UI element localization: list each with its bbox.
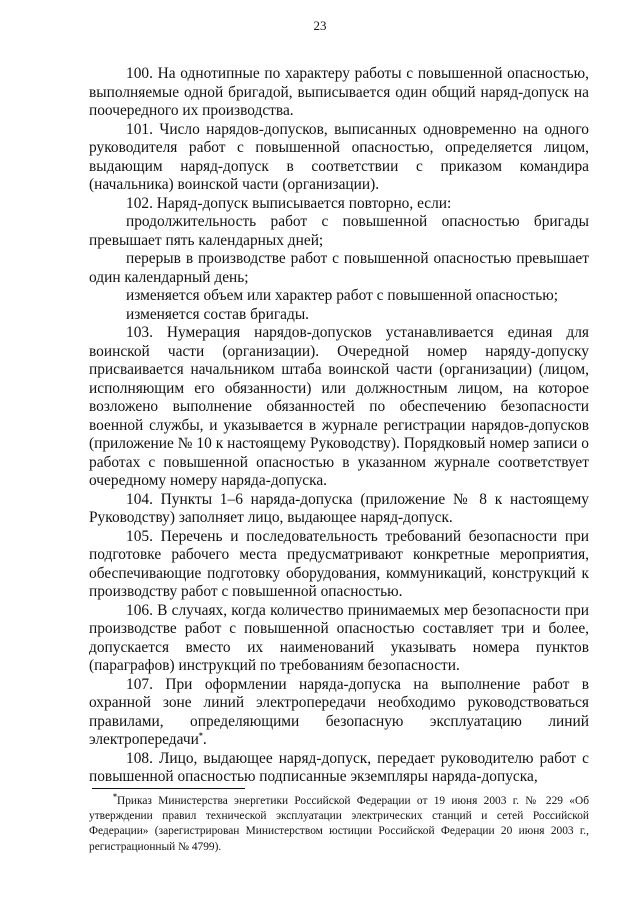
paragraph-103: 103. Нумерация нарядов-допусков устанавливается единая для воинской части (организации). Очередной номер наряду-допуску присваивается начальником штаба воинской части (организации) (лицом, исполняющим его обязанности) или должностным лицом, на которое возложено выполнение обязанностей по обеспечению безопасности военной службы, и указывается в журнале регистрации нарядов-допусков (приложение № 10 к настоящему Руководству). Порядковый номер записи о работах с повышенной опасностью в указанном журнале соответствует очередному номеру наряда-допуска. (89, 324, 589, 489)
paragraph-102-item-1: продолжительность работ с повышенной опасностью бригады превышает пять календарных дней; (89, 213, 589, 249)
page-number: 23 (313, 18, 327, 33)
paragraph-104: 104. Пункты 1–6 наряда-допуска (приложение № 8 к настоящему Руководству) заполняет лицо, выдающее наряд-допуск. (89, 490, 589, 526)
footnote-mark: * (113, 792, 117, 802)
paragraph-105: 105. Перечень и последовательность требований безопасности при подготовке рабочего места предусматривают конкретные мероприятия, обеспечивающие подготовку оборудования, коммуникаций, конструкций к производству работ с повышенной опасностью. (89, 527, 589, 600)
paragraph-107-text: 107. При оформлении наряда-допуска на выполнение работ в охранной зоне линий электропередачи необходимо руководствоваться правилами, определяющими безопасную эксплуатацию линий электропередачи (89, 675, 589, 748)
paragraph-106: 106. В случаях, когда количество принимаемых мер безопасности при производстве работ с повышенной опасностью составляет три и более, допускается вместо их наименований указывать номера пунктов (параграфов) инструкций по требованиям безопасности. (89, 601, 589, 674)
paragraph-102-item-2: перерыв в производстве работ с повышенной опасностью превышает один календарный день; (89, 250, 589, 286)
paragraph-107: 107. При оформлении наряда-допуска на выполнение работ в охранной зоне линий электропередачи необходимо руководствоваться правилами, определяющими безопасную эксплуатацию линий электропередачи*. (89, 675, 589, 748)
footnote-text: Приказ Министерства энергетики Российской Федерации от 19 июня 2003 г. № 229 «Об утверждении правил технической эксплуатации электрических станций и сетей Российской Федерации» (зарегистрирован Министерством юстиции Российской Федерации 20 июня 2003 г., регистрационный № 4799). (89, 795, 589, 853)
paragraph-102-item-3: изменяется объем или характер работ с повышенной опасностью; (126, 287, 559, 304)
document-body (89, 65, 589, 787)
footnote (89, 794, 589, 855)
paragraph-101: 101. Число нарядов-допусков, выписанных одновременно на одного руководителя работ с повышенной опасностью, определяется лицом, выдающим наряд-допуск в соответствии с приказом командира (начальника) воинской части (организации). (89, 120, 589, 193)
paragraph-102: 102. Наряд-допуск выписывается повторно, если: (126, 194, 452, 212)
footnote-reference: * (198, 730, 203, 740)
paragraph-102-item-4: изменяется состав бригады. (126, 305, 310, 323)
paragraph-108: 108. Лицо, выдающее наряд-допуск, передает руководителю работ с повышенной опасностью подписанные экземпляры наряда-допуска, (89, 749, 589, 785)
paragraph-100: 100. На однотипные по характеру работы с повышенной опасностью, выполняемые одной бригадой, выписывается один общий наряд-допуск на поочередного их производства. (89, 65, 589, 119)
footnote-separator (92, 788, 245, 789)
